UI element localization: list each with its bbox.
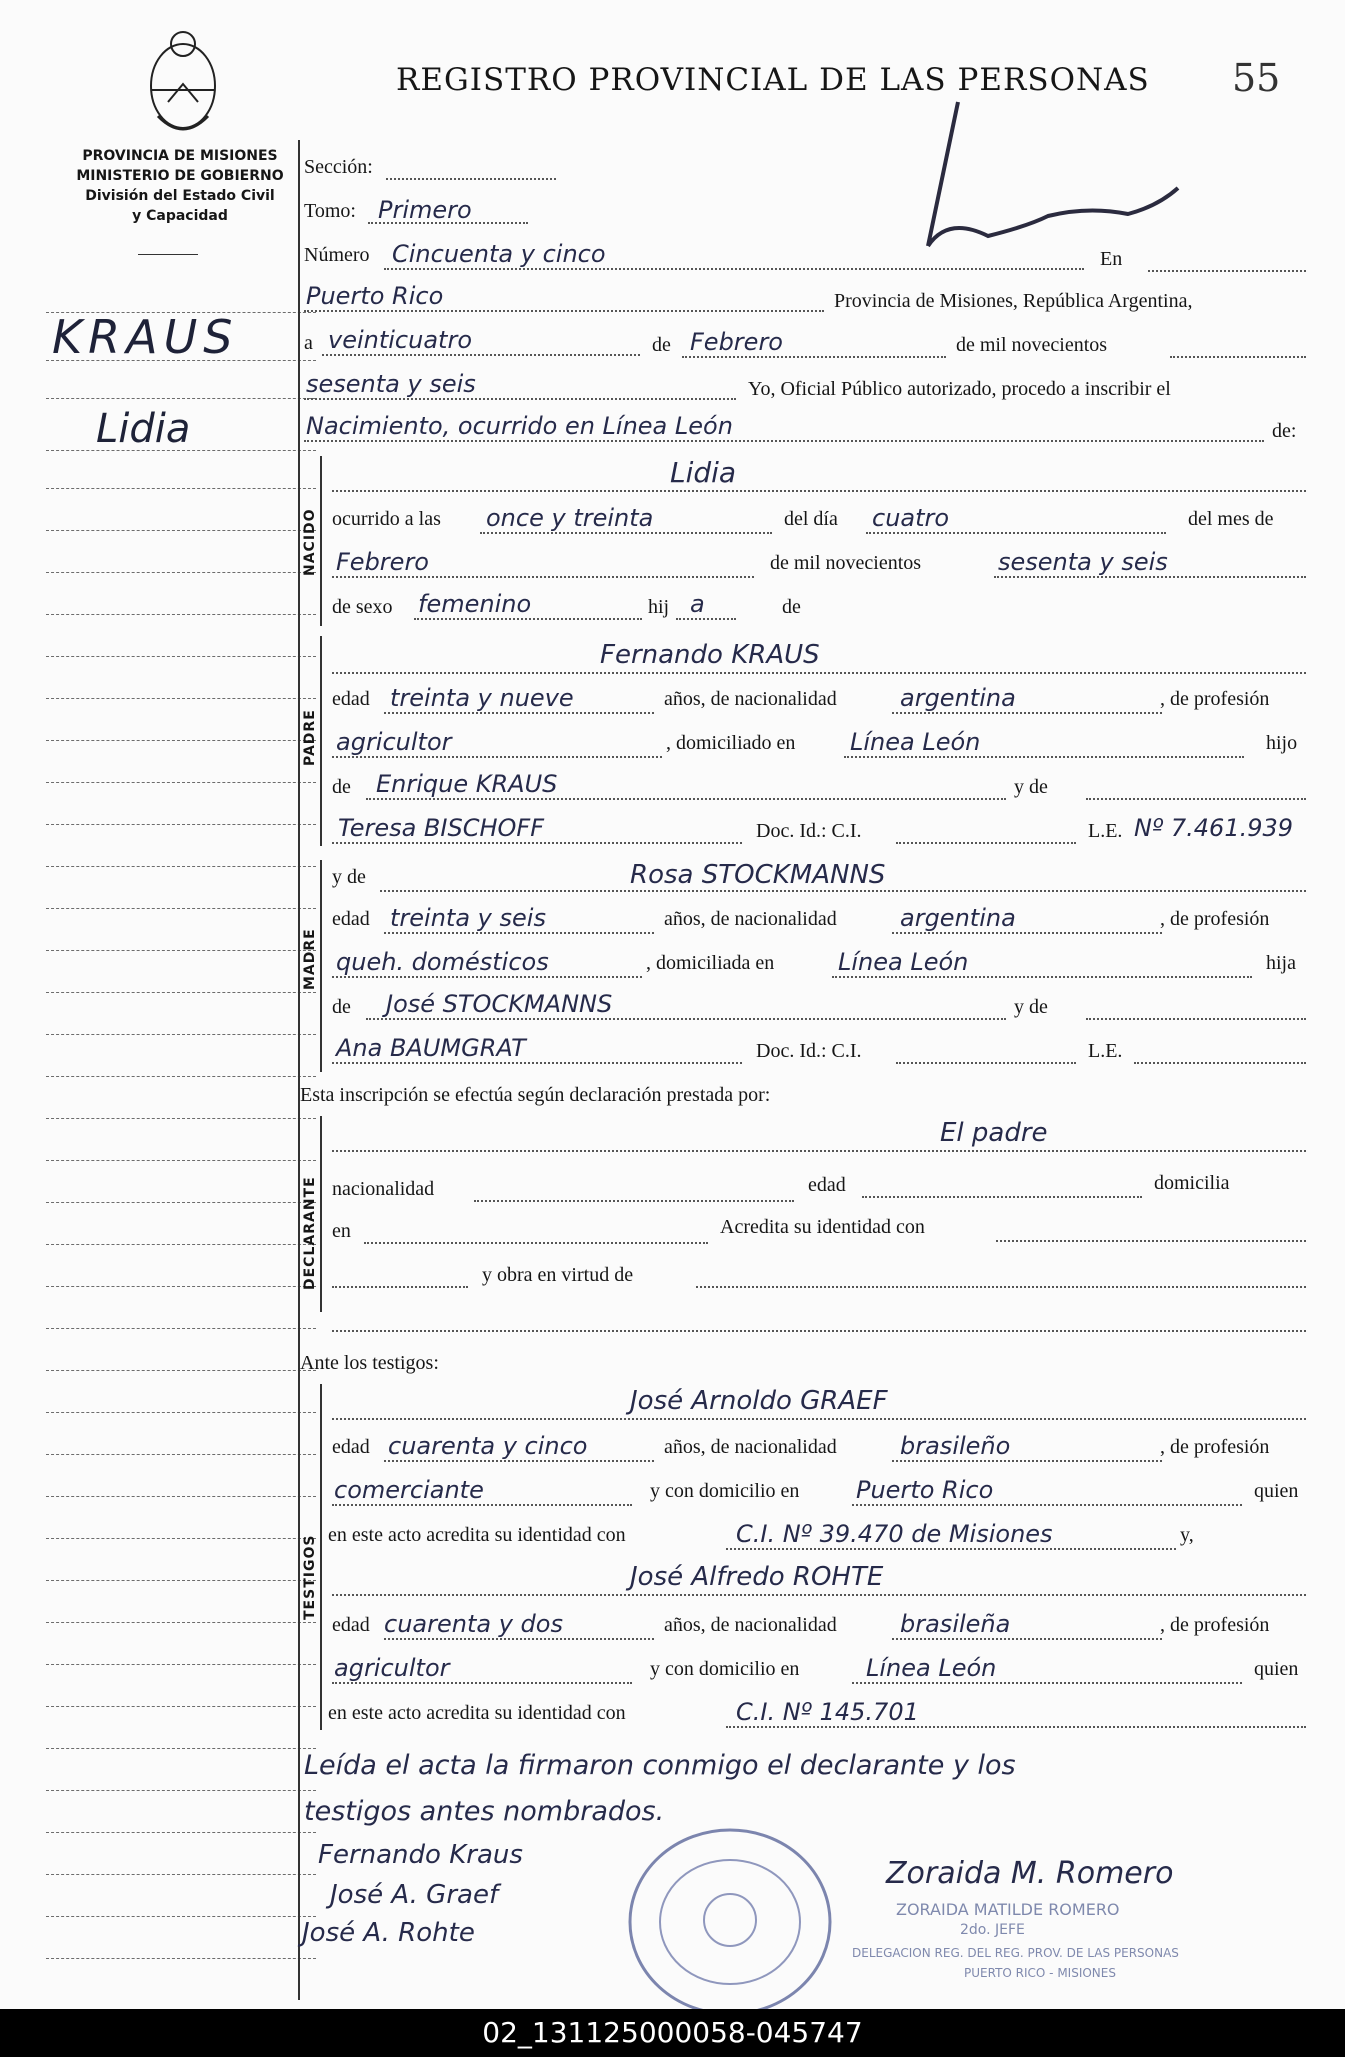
t1-dom-label: y con domicilio en xyxy=(650,1480,800,1502)
padre-doc-label: Doc. Id.: C.I. xyxy=(756,820,862,842)
madre-y-de2-label: y de xyxy=(1014,996,1048,1018)
madre-yde-line xyxy=(1086,1018,1306,1020)
t1-quien-label: quien xyxy=(1254,1480,1299,1502)
padre-hijo-label: hijo xyxy=(1266,732,1298,754)
t1-prof-label: , de profesión xyxy=(1160,1436,1270,1458)
declarante-obra-line-b xyxy=(696,1286,1306,1288)
org-line-capacity: y Capacidad xyxy=(132,208,228,224)
sexo-value: femenino xyxy=(418,590,532,618)
t2-edad-line xyxy=(384,1638,654,1640)
padre-name: Fernando KRAUS xyxy=(600,640,820,670)
nacido-name-line xyxy=(332,490,1306,492)
hour-value: once y treinta xyxy=(486,504,654,532)
hij-value: a xyxy=(690,590,705,618)
coat-of-arms-icon xyxy=(138,24,228,142)
declarante-obra-label: y obra en virtud de xyxy=(482,1264,634,1286)
declarante-value: El padre xyxy=(940,1118,1048,1148)
padre-prof-value: agricultor xyxy=(336,728,452,756)
padre-yde-line xyxy=(1086,798,1306,800)
t2-dom-label: y con domicilio en xyxy=(650,1658,800,1680)
padre-mother-value: Teresa BISCHOFF xyxy=(338,814,545,842)
numero-line xyxy=(384,268,1084,270)
nacido-day-value: cuatro xyxy=(872,504,950,532)
nacido-name: Lidia xyxy=(670,456,737,489)
t1-prof-line xyxy=(332,1504,632,1506)
declarante-acredita-label: Acredita su identidad con xyxy=(720,1216,925,1238)
t1-y-label: y, xyxy=(1180,1524,1194,1546)
madre-le-label: L.E. xyxy=(1088,1040,1123,1062)
org-underline xyxy=(138,254,198,255)
de-label: de xyxy=(652,334,671,356)
province-text: Provincia de Misiones, República Argentina, xyxy=(834,290,1193,312)
de-colon-label: de: xyxy=(1272,420,1297,442)
signature-declarante: Fernando Kraus xyxy=(318,1840,523,1870)
t1-edad-value: cuarenta y cinco xyxy=(388,1432,588,1460)
declarante-value-line xyxy=(332,1150,1306,1152)
closing-line-1: Leída el acta la firmaron conmigo el declarante y los xyxy=(304,1750,1016,1781)
en-label: En xyxy=(1100,248,1123,270)
madre-bracket xyxy=(320,860,322,1072)
madre-mother-line xyxy=(332,1062,742,1064)
madre-de-label: de xyxy=(332,996,351,1018)
t1-edad-line xyxy=(384,1460,654,1462)
act-value: Nacimiento, ocurrido en Línea León xyxy=(306,412,733,440)
madre-nac-value: argentina xyxy=(900,904,1016,932)
t1-dom-line xyxy=(852,1504,1242,1506)
madre-anios-label: años, de nacionalidad xyxy=(664,908,837,930)
ocurrido-label: ocurrido a las xyxy=(332,508,441,530)
madre-father-value: José STOCKMANNS xyxy=(386,990,613,1018)
en-line xyxy=(1148,270,1306,272)
nacido-bracket xyxy=(320,456,322,626)
padre-le-label: L.E. xyxy=(1088,820,1123,842)
stamp-role: 2do. JEFE xyxy=(960,1922,1025,1938)
t2-prof-label: , de profesión xyxy=(1160,1614,1270,1636)
madre-name: Rosa STOCKMANNS xyxy=(630,860,886,890)
section-label-declarante: DECLARANTE xyxy=(302,1176,318,1290)
testigos-bracket xyxy=(320,1384,322,1730)
padre-de-label: de xyxy=(332,776,351,798)
t2-id-value: C.I. Nº 145.701 xyxy=(736,1698,919,1726)
hour-line xyxy=(480,532,772,534)
page-number: 55 xyxy=(1232,56,1281,100)
padre-ci-line xyxy=(896,842,1076,844)
margin-surname: KRAUS xyxy=(52,310,239,364)
madre-mother-value: Ana BAUMGRAT xyxy=(336,1034,526,1062)
t2-name-line xyxy=(332,1594,1306,1596)
declarante-edad-label: edad xyxy=(808,1174,846,1196)
madre-prof-line xyxy=(332,976,642,978)
madre-ci-line xyxy=(896,1062,1076,1064)
section-label-nacido: NACIDO xyxy=(302,508,318,576)
declarante-intro: Esta inscripción se efectúa según declaración prestada por: xyxy=(300,1084,771,1106)
t1-name: José Arnoldo GRAEF xyxy=(630,1386,888,1416)
sexo-line xyxy=(414,618,642,620)
day-value: veinticuatro xyxy=(328,326,472,354)
t1-id-value: C.I. Nº 39.470 de Misiones xyxy=(736,1520,1053,1548)
madre-name-line xyxy=(380,890,1306,892)
month-value: Febrero xyxy=(690,328,783,356)
madre-father-line xyxy=(366,1018,1006,1020)
declarante-extra-line xyxy=(332,1330,1306,1332)
nacido-de-label: de xyxy=(782,596,801,618)
madre-y-de-label: y de xyxy=(332,866,366,888)
t2-edad-value: cuarenta y dos xyxy=(384,1610,563,1638)
padre-dom-value: Línea León xyxy=(850,728,981,756)
org-block xyxy=(30,146,330,226)
year-value: sesenta y seis xyxy=(306,370,476,398)
declarante-bracket xyxy=(320,1116,322,1312)
day-line xyxy=(322,354,640,356)
t1-id-line xyxy=(726,1548,1176,1550)
madre-edad-label: edad xyxy=(332,908,370,930)
padre-nac-line xyxy=(892,712,1162,714)
madre-dom-line xyxy=(832,976,1252,978)
stamp-office: DELEGACION REG. DEL REG. PROV. DE LAS PERSONAS xyxy=(852,1946,1179,1960)
org-line-ministry: MINISTERIO DE GOBIERNO xyxy=(76,168,284,184)
nacido-mil-label: de mil novecientos xyxy=(770,552,922,574)
t2-prof-line xyxy=(332,1682,632,1684)
madre-hija-label: hija xyxy=(1266,952,1296,974)
year-line xyxy=(304,398,736,400)
tomo-label: Tomo: xyxy=(304,200,356,222)
padre-anios-label: años, de nacionalidad xyxy=(664,688,837,710)
signature-witness-2: José A. Rohte xyxy=(302,1918,475,1948)
mil-line xyxy=(1170,356,1306,358)
padre-dom-line xyxy=(844,756,1244,758)
nacido-year-line xyxy=(994,576,1306,578)
declarante-edad-line xyxy=(862,1196,1142,1198)
padre-father-value: Enrique KRAUS xyxy=(376,770,558,798)
official-seal-icon xyxy=(620,1812,860,2012)
padre-edad-value: treinta y nueve xyxy=(390,684,574,712)
closing-line-2: testigos antes nombrados. xyxy=(304,1796,665,1827)
stamp-city: PUERTO RICO - MISIONES xyxy=(964,1966,1116,1980)
act-line xyxy=(304,440,1264,442)
padre-father-line xyxy=(366,798,1006,800)
declarante-nac-label: nacionalidad xyxy=(332,1178,435,1200)
seccion-line xyxy=(386,178,556,180)
nacido-year-value: sesenta y seis xyxy=(998,548,1168,576)
padre-edad-line xyxy=(384,712,654,714)
padre-edad-label: edad xyxy=(332,688,370,710)
t2-nac-line xyxy=(892,1638,1162,1640)
signature-witness-1: José A. Graef xyxy=(330,1880,499,1910)
t1-dom-value: Puerto Rico xyxy=(856,1476,994,1504)
t2-dom-value: Línea León xyxy=(866,1654,997,1682)
nacido-month-line xyxy=(332,576,754,578)
t1-edad-label: edad xyxy=(332,1436,370,1458)
declarante-en-label: en xyxy=(332,1220,351,1242)
t2-nac-value: brasileña xyxy=(900,1610,1011,1638)
padre-name-line xyxy=(332,672,1306,674)
a-label: a xyxy=(304,332,313,354)
t2-dom-line xyxy=(852,1682,1242,1684)
official-signature: Zoraida M. Romero xyxy=(886,1856,1174,1891)
hij-label: hij xyxy=(648,596,670,618)
padre-le-value: Nº 7.461.939 xyxy=(1134,814,1294,842)
page-title: REGISTRO PROVINCIAL DE LAS PERSONAS xyxy=(396,62,1150,98)
numero-value: Cincuenta y cinco xyxy=(392,240,606,268)
padre-bracket xyxy=(320,636,322,846)
t1-acredita-label: en este acto acredita su identidad con xyxy=(328,1524,626,1546)
top-signature-icon xyxy=(888,96,1188,256)
padre-dom-label: , domiciliado en xyxy=(666,732,796,754)
tomo-value: Primero xyxy=(378,196,472,224)
madre-edad-line xyxy=(384,932,654,934)
t2-id-line xyxy=(726,1726,1306,1728)
declarante-nac-line xyxy=(474,1200,794,1202)
padre-prof-line xyxy=(332,756,662,758)
nacido-day-line xyxy=(866,532,1166,534)
madre-prof-value: queh. domésticos xyxy=(336,948,549,976)
padre-mother-line xyxy=(332,842,742,844)
t1-prof-value: comerciante xyxy=(334,1476,484,1504)
seccion-label: Sección: xyxy=(304,156,373,178)
madre-edad-value: treinta y seis xyxy=(390,904,546,932)
numero-label: Número xyxy=(304,244,370,266)
place-line xyxy=(304,310,824,312)
declarante-acredita-line xyxy=(996,1240,1306,1242)
t2-quien-label: quien xyxy=(1254,1658,1299,1680)
section-label-madre: MADRE xyxy=(302,928,318,990)
stamp-name: ZORAIDA MATILDE ROMERO xyxy=(896,1900,1120,1919)
madre-prof-label: , de profesión xyxy=(1160,908,1270,930)
t2-name: José Alfredo ROHTE xyxy=(630,1562,884,1592)
t1-nac-value: brasileño xyxy=(900,1432,1011,1460)
testigos-intro: Ante los testigos: xyxy=(300,1352,439,1374)
margin-divider xyxy=(298,140,300,2000)
mil-novecientos-label: de mil novecientos xyxy=(956,334,1108,356)
padre-prof-label: , de profesión xyxy=(1160,688,1270,710)
t2-edad-label: edad xyxy=(332,1614,370,1636)
del-dia-label: del día xyxy=(784,508,838,530)
oficial-text: Yo, Oficial Público autorizado, procedo a inscribir el xyxy=(748,378,1171,400)
t2-prof-value: agricultor xyxy=(334,1654,450,1682)
del-mes-label: del mes de xyxy=(1188,508,1274,530)
declarante-domicilia-label: domicilia xyxy=(1154,1172,1230,1194)
margin-given-name: Lidia xyxy=(96,406,191,452)
section-label-testigos: TESTIGOS xyxy=(302,1534,318,1620)
month-line xyxy=(682,356,946,358)
place-value: Puerto Rico xyxy=(306,282,444,310)
sexo-label: de sexo xyxy=(332,596,393,618)
t1-nac-line xyxy=(892,1460,1162,1462)
t1-name-line xyxy=(332,1418,1306,1420)
padre-nac-value: argentina xyxy=(900,684,1016,712)
t2-acredita-label: en este acto acredita su identidad con xyxy=(328,1702,626,1724)
madre-dom-label: , domiciliada en xyxy=(646,952,775,974)
org-line-province: PROVINCIA DE MISIONES xyxy=(82,148,278,164)
hij-line xyxy=(676,618,736,620)
padre-y-de-label: y de xyxy=(1014,776,1048,798)
t1-anios-label: años, de nacionalidad xyxy=(664,1436,837,1458)
madre-le-line xyxy=(1134,1062,1306,1064)
declarante-en-line xyxy=(364,1242,708,1244)
nacido-month-value: Febrero xyxy=(336,548,429,576)
madre-nac-line xyxy=(892,932,1162,934)
section-label-padre: PADRE xyxy=(302,709,318,766)
madre-dom-value: Línea León xyxy=(838,948,969,976)
declarante-obra-line-a xyxy=(332,1286,468,1288)
org-line-division: División del Estado Civil xyxy=(85,188,275,204)
t2-anios-label: años, de nacionalidad xyxy=(664,1614,837,1636)
madre-doc-label: Doc. Id.: C.I. xyxy=(756,1040,862,1062)
barcode-footer: 02_131125000058-045747 xyxy=(0,2009,1345,2057)
